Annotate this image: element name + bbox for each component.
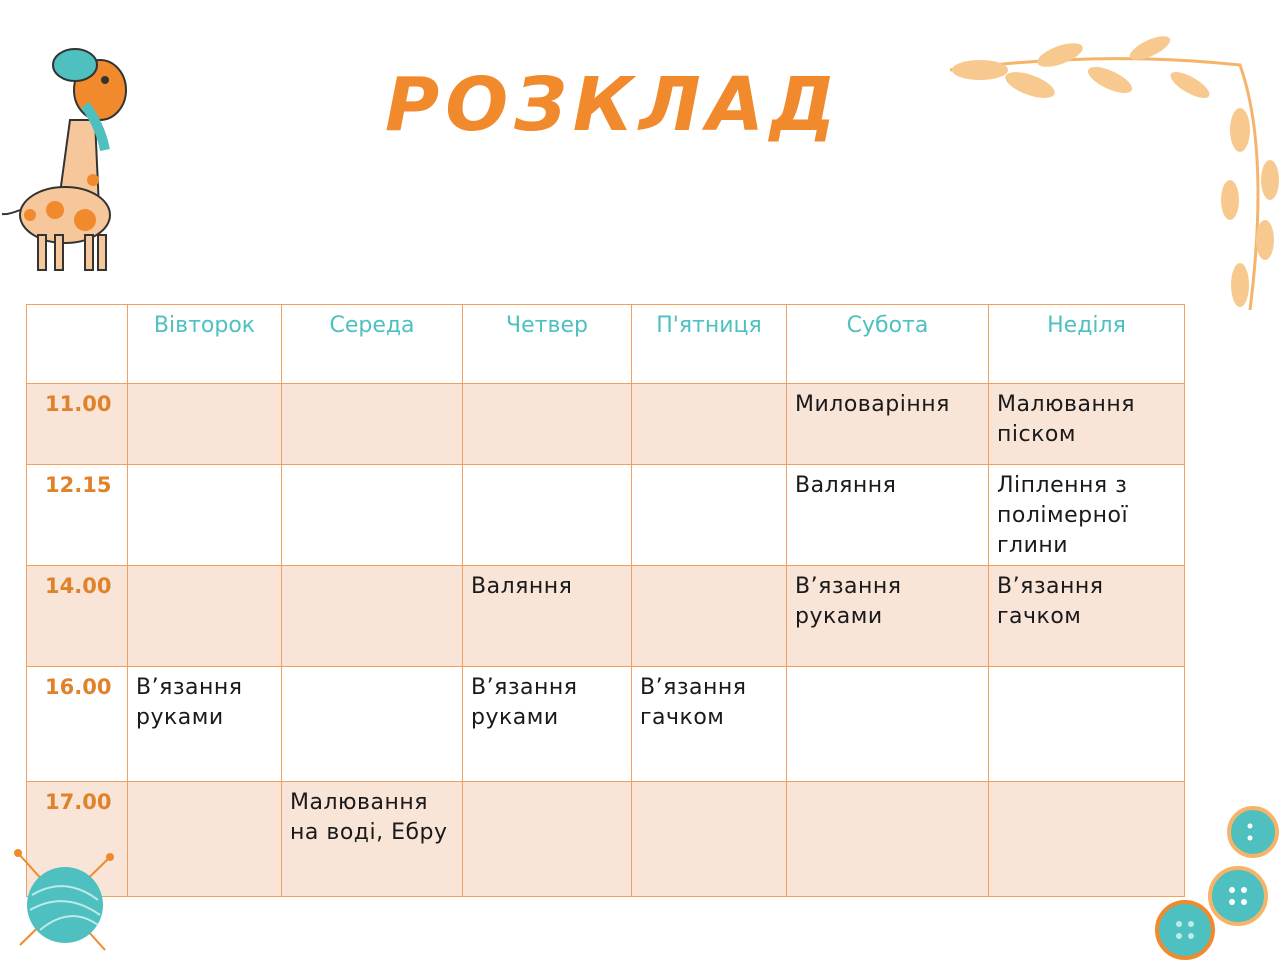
table-row [27,465,1185,566]
day-header: Середа [282,305,463,384]
class-cell [989,667,1185,782]
time-cell: 17.00 [27,782,128,897]
class-cell [282,667,463,782]
class-cell: Валяння [787,465,989,566]
table-row [27,384,1185,465]
class-cell [128,566,282,667]
table-row [27,782,1185,897]
time-cell: 14.00 [27,566,128,667]
class-cell: Малювання піском [989,384,1185,465]
class-cell [463,465,632,566]
leaf-branch-illustration [940,30,1280,320]
class-cell: В’язання гачком [632,667,787,782]
corner-cell [27,305,128,384]
time-cell: 16.00 [27,667,128,782]
class-cell [787,667,989,782]
class-cell: Малювання на воді, Ебру [282,782,463,897]
class-cell [128,465,282,566]
time-cell: 12.15 [27,465,128,566]
class-cell: В’язання руками [128,667,282,782]
class-cell [128,384,282,465]
class-cell [463,782,632,897]
day-header: Четвер [463,305,632,384]
day-header: Вівторок [128,305,282,384]
day-header: Неділя [989,305,1185,384]
table-row [27,667,1185,782]
class-cell: В’язання руками [463,667,632,782]
table-row [27,566,1185,667]
page-title: РОЗКЛАД [385,62,842,148]
class-cell: В’язання руками [787,566,989,667]
schedule-table [26,304,1185,897]
class-cell [632,465,787,566]
time-cell: 11.00 [27,384,128,465]
giraffe-illustration [0,30,140,280]
class-cell [632,566,787,667]
class-cell [787,782,989,897]
day-header: П'ятниця [632,305,787,384]
class-cell: Валяння [463,566,632,667]
class-cell [128,782,282,897]
class-cell [632,384,787,465]
class-cell [282,465,463,566]
header-row [27,305,1185,384]
yarn-ball-illustration [10,845,120,955]
class-cell [282,384,463,465]
sewing-buttons-illustration [1150,800,1280,960]
class-cell [632,782,787,897]
class-cell [463,384,632,465]
day-header: Субота [787,305,989,384]
class-cell: В’язання гачком [989,566,1185,667]
class-cell: Ліплення з полімерної глини [989,465,1185,566]
class-cell [282,566,463,667]
class-cell: Миловаріння [787,384,989,465]
